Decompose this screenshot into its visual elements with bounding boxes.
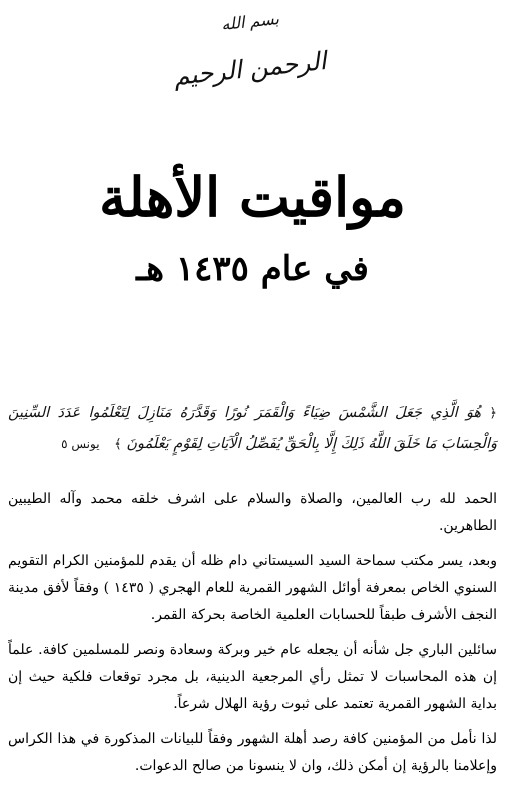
verse-text: هُوَ الَّذِي جَعَلَ الشَّمْسَ ضِيَاءً وَالْقَمَرَ نُورًا وَقَدَّرَهُ مَنَازِلَ لِتَعْلَمُوا عَدَدَ السِّنِينَ وَالْحِسَابَ مَا خَلَقَ اللَّهُ ذَلِكَ إِلَّا بِالْحَقِّ يُفَصِّلُ الْآيَاتِ لِقَوْمٍ يَعْلَمُونَ <box>8 405 497 452</box>
page-subtitle: في عام ١٤٣٥ هـ <box>136 249 369 289</box>
basmala-line-2: الرحمن الرحيم <box>172 46 328 91</box>
quran-verse <box>8 398 497 460</box>
paragraph-praise: الحمد لله رب العالمين، والصلاة والسلام على اشرف خلقه محمد وآله الطيبين الطاهرين. <box>8 491 497 534</box>
paragraph-introduction: وبعد، يسر مكتب سماحة السيد السيستاني دام ظله أن يقدم للمؤمنين الكرام التقويم السنوي الخاص بمعرفة أوائل الشهور القمرية للعام الهجري ( ١٤٣٥ ) وفقاً لأفق مدينة النجف الأشرف طبقاً للحسابات العلمية الخاصة بحركة القمر. <box>8 553 497 623</box>
page-title: مواقيت الأهلة <box>99 165 406 229</box>
verse-close-bracket: ﴾ <box>114 437 122 452</box>
basmala-line-1: بسم الله <box>220 9 280 34</box>
paragraph-disclaimer: سائلين الباري جل شأنه أن يجعله عام خير وبركة وسعادة ونصر للمسلمين كافة. علماً إن هذه المحاسبات لا تمثل رأي المرجعية الدينية، بل مجرد توقعات فلكية حيث إن بداية الشهور القمرية تعتمد على ثبوت رؤية الهلال شرعاً. <box>8 642 497 712</box>
verse-open-bracket: ﴿ <box>489 406 497 421</box>
verse-reference: يونس ٥ <box>61 437 100 451</box>
basmala-calligraphy <box>150 6 350 118</box>
body-text <box>8 486 497 780</box>
paragraph-request: لذا نأمل من المؤمنين كافة رصد أهلة الشهور وفقاً للبيانات المذكورة في هذا الكراس وإعلامنا بالرؤية إن أمكن ذلك، وان لا ينسونا من صالح الدعوات. <box>8 731 497 774</box>
